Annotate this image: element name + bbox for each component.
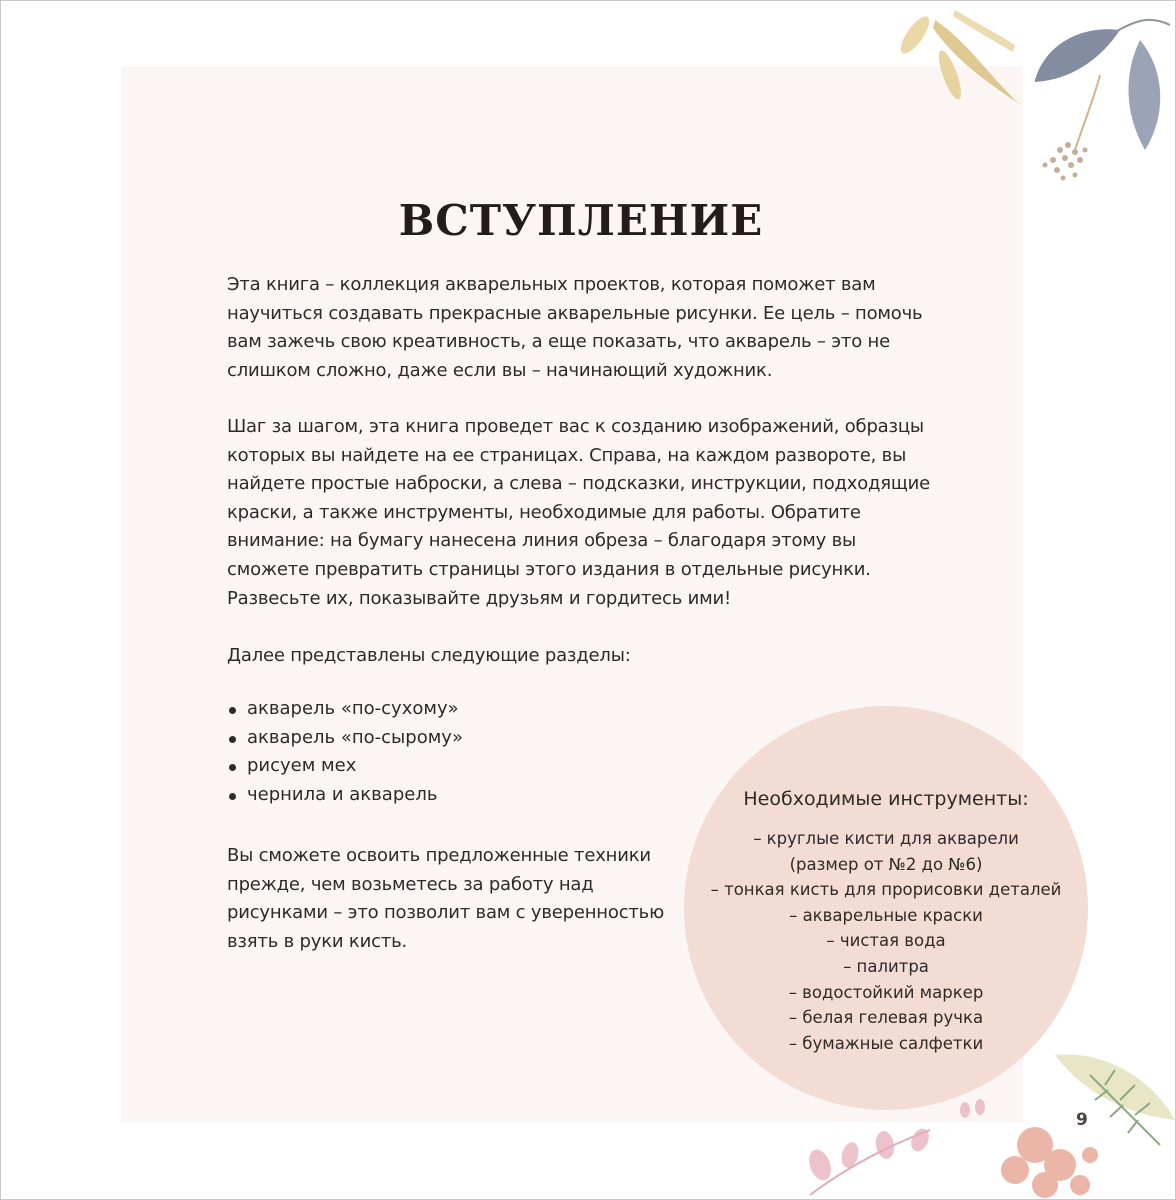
tool-item: – белая гелевая ручка — [788, 1008, 984, 1028]
section-label: акварель «по-сухому» — [247, 698, 459, 719]
sections-intro-text: Далее представлены следующие разделы: — [227, 645, 631, 666]
seed-head-icon — [1043, 142, 1088, 181]
pink-petal-icon — [805, 1099, 985, 1183]
list-item — [227, 752, 463, 781]
stem-icon — [1110, 20, 1170, 35]
tool-item: – палитра — [843, 956, 929, 976]
bullet-icon — [229, 736, 236, 743]
tool-item: (размер от №2 до №6) — [789, 854, 983, 874]
page-number: 9 — [1076, 1110, 1088, 1130]
tool-item: – водостойкий маркер — [788, 982, 984, 1002]
list-item — [227, 724, 463, 753]
bullet-icon — [229, 707, 236, 714]
section-label: рисуем мех — [247, 755, 357, 777]
list-item — [227, 781, 463, 810]
grey-leaf-icon — [1129, 40, 1161, 150]
green-leaf-icon — [1055, 1054, 1175, 1120]
pink-blossom-icon — [1001, 1127, 1098, 1198]
page-title: ВСТУПЛЕНИЕ — [398, 196, 764, 245]
section-label: чернила и акварель — [247, 783, 438, 805]
list-item — [227, 695, 463, 724]
tool-item: – бумажные салфетки — [788, 1033, 984, 1053]
stem-icon — [1075, 75, 1100, 150]
tool-item: – чистая вода — [826, 931, 946, 951]
intro-paragraph-2: Шаг за шагом, эта книга проведет вас к созданию изображений, образцы которых вы найдете на ее страницах. Справа, на каждом развороте, вы найдете простые наброски, а слева – подсказки, инструкции, подходящие краски, а также инструменты, необходимые для работы. Обратите внимание: на бумагу нанесена линия обреза – благодаря этому вы сможете превратить страницы этого издания в отдельные рисунки. Развесьте их, показывайте друзьям и гордитесь ими! — [227, 416, 931, 609]
sections-list — [227, 695, 463, 809]
tool-item: – круглые кисти для акварели — [753, 829, 1019, 848]
watercolor-leaves-top-illustration — [895, 0, 1176, 205]
tools-title: Необходимые инструменты: — [743, 788, 1029, 810]
closing-paragraph: Вы сможете освоить предложенные техники прежде, чем возьметесь за работу над рисунками – это позволит вам с уверенностью взять в руки кисть. — [227, 845, 665, 952]
yellow-leaf-icon — [896, 12, 934, 57]
tool-item: – акварельные краски — [789, 905, 983, 925]
tools-list — [684, 826, 1088, 1056]
bullet-icon — [229, 793, 236, 800]
grey-leaf-icon — [1035, 29, 1120, 82]
bullet-icon — [229, 764, 236, 771]
tool-item: – тонкая кисть для прорисовки деталей — [710, 880, 1062, 900]
section-label: акварель «по-сырому» — [247, 726, 463, 748]
intro-paragraph-1: Эта книга – коллекция акварельных проектов, которая поможет вам научиться создавать прекрасные акварельные рисунки. Ее цель – помочь вам зажечь свою креативность, а еще показать, что акварель – это не слишком сложно, даже если вы – начинающий художник. — [227, 274, 923, 381]
